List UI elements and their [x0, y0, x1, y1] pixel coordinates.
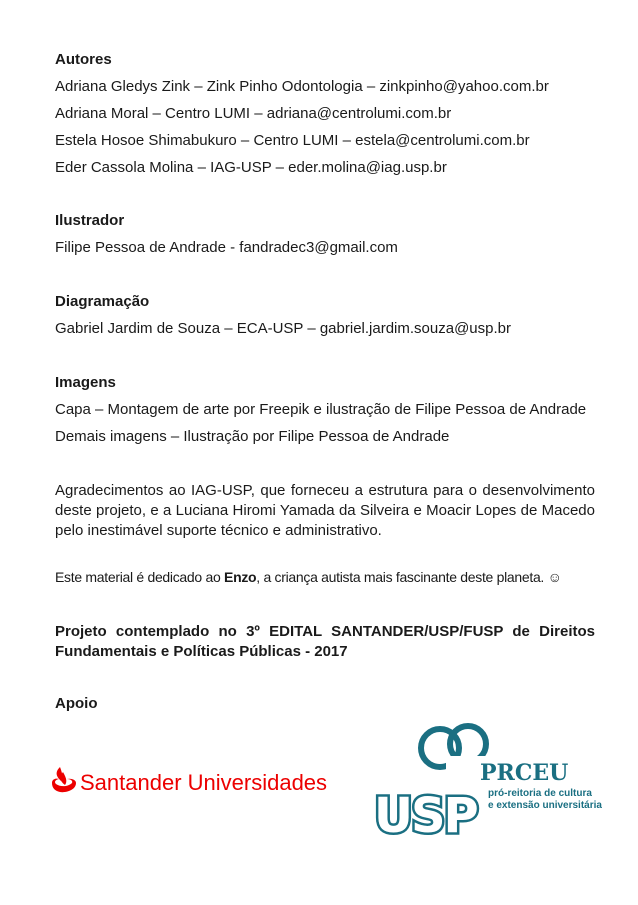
prceu-title: PRCEU: [480, 760, 569, 786]
prceu-sub2: e extensão universitária: [488, 800, 602, 811]
ilustrador-section: [55, 211, 595, 258]
dedicatoria-before: Este material é dedicado ao: [55, 569, 225, 585]
santander-logo: [50, 763, 330, 802]
usp-prceu-logo: [372, 722, 607, 842]
ilustrador-line: Filipe Pessoa de Andrade - fandradec3@gmail.com: [55, 239, 398, 256]
imagens-section: [55, 373, 595, 447]
apoio-section: [55, 694, 595, 714]
imagens-heading: Imagens: [55, 374, 116, 391]
usp-text: USP: [374, 788, 477, 837]
diagramacao-section: [55, 292, 595, 339]
dedicatoria-name: Enzo: [224, 569, 257, 585]
autor-line: Adriana Moral – Centro LUMI – adriana@centrolumi.com.br: [55, 105, 452, 122]
imagens-line: Demais imagens – Ilustração por Filipe Pessoa de Andrade: [55, 428, 450, 445]
dedicatoria-after: , a criança autista mais fascinante deste planeta. ☺: [256, 569, 562, 585]
santander-text: Santander Universidades: [80, 770, 328, 795]
autores-section: [55, 50, 595, 178]
projeto-section: [55, 622, 595, 662]
dedicatoria-section: [55, 567, 595, 587]
autores-heading: Autores: [55, 51, 112, 68]
prceu-sub1: pró-reitoria de cultura: [488, 788, 592, 799]
agradecimentos-text: Agradecimentos ao IAG-USP, que forneceu a estrutura para o desenvolvimento deste projeto, e a Luciana Hiromi Yamada da Silveira e Moacir Lopes de Macedo pelo inestimável suporte técnico e administrativo.: [55, 482, 595, 539]
projeto-text: Projeto contemplado no 3º EDITAL SANTANDER/USP/FUSP de Direitos Fundamentais e Políticas Públicas - 2017: [55, 623, 595, 660]
diagramacao-heading: Diagramação: [55, 293, 150, 310]
dedicatoria-text: [55, 567, 595, 587]
santander-flame-icon: [50, 763, 330, 797]
autor-line: Estela Hosoe Shimabukuro – Centro LUMI – estela@centrolumi.com.br: [55, 132, 530, 149]
imagens-line: Capa – Montagem de arte por Freepik e ilustração de Filipe Pessoa de Andrade: [55, 401, 587, 418]
ilustrador-heading: Ilustrador: [55, 212, 125, 229]
diagramacao-line: Gabriel Jardim de Souza – ECA-USP – gabriel.jardim.souza@usp.br: [55, 320, 511, 337]
autor-line: Adriana Gledys Zink – Zink Pinho Odontologia – zinkpinho@yahoo.com.br: [55, 78, 549, 95]
agradecimentos-section: [55, 481, 595, 541]
usp-prceu-emblem-icon: [372, 722, 607, 837]
autor-line: Eder Cassola Molina – IAG-USP – eder.molina@iag.usp.br: [55, 159, 447, 176]
apoio-heading: Apoio: [55, 695, 98, 712]
